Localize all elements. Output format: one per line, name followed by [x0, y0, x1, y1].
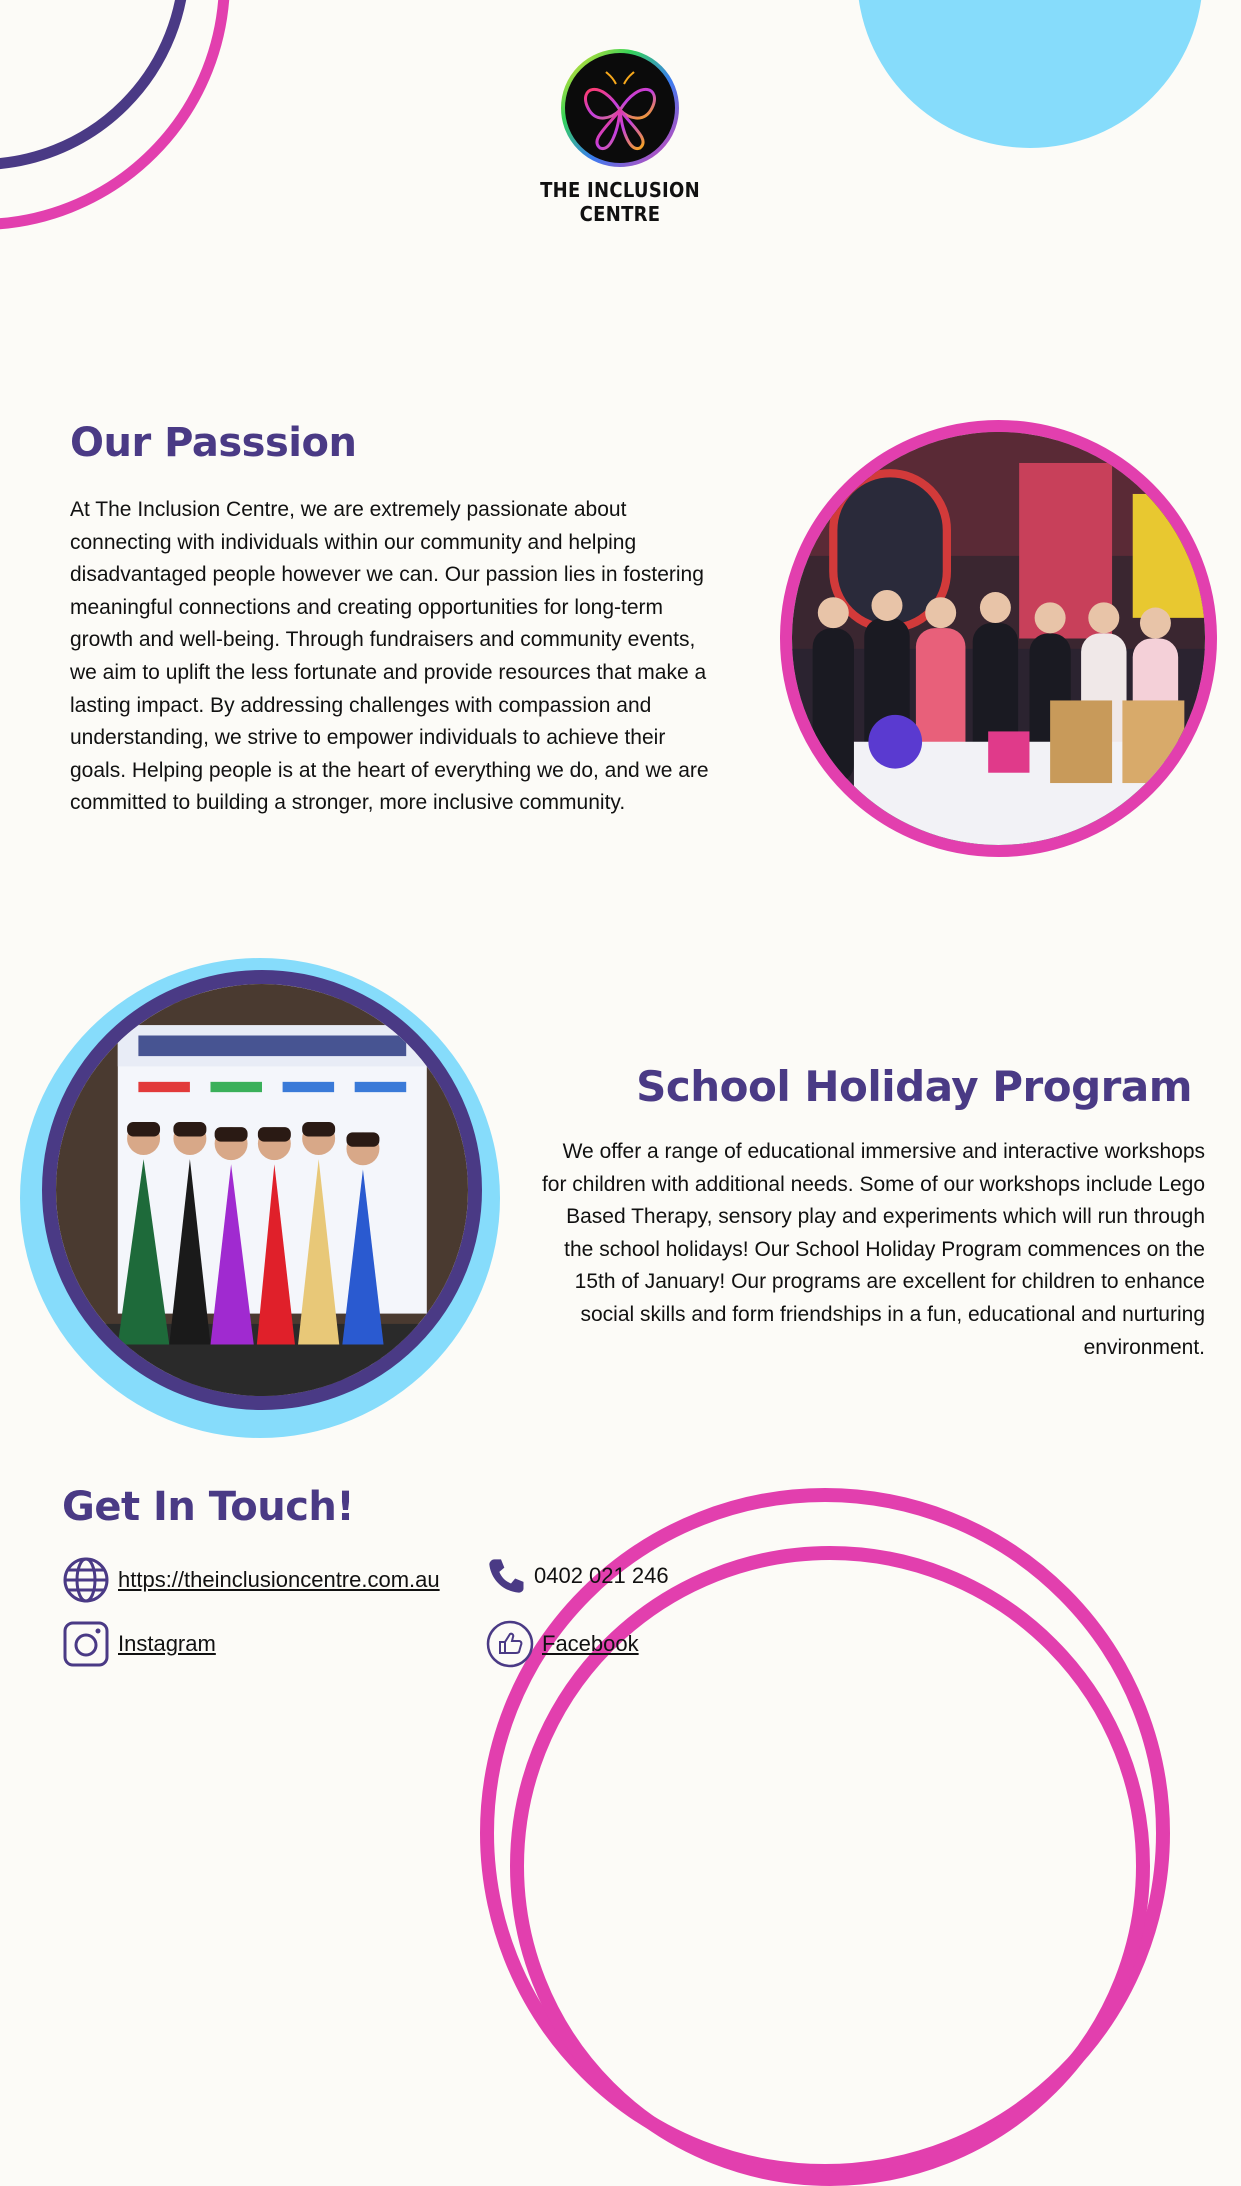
decor-arc-pink-top-left: [0, 0, 230, 230]
passion-body: At The Inclusion Centre, we are extremely passionate about connecting with individuals within our community and helping disadvantaged people however we can. Our passion lies in fostering meaningful connections and creating opportunities for long-term growth and well-being. Through fundraisers and community events, we aim to uplift the less fortunate and provide resources that make a lasting impact. By addressing challenges with compassion and understanding, we strive to empower individuals to achieve their goals. Helping people is at the heart of everything we do, and we are committed to building a stronger, more inclusive community.: [70, 498, 709, 815]
phone-icon: [486, 1556, 526, 1596]
passion-title: Our Passsion: [70, 420, 357, 466]
instagram-icon: [62, 1620, 110, 1668]
website-link[interactable]: https://theinclusioncentre.com.au: [118, 1567, 440, 1592]
contact-phone: [486, 1556, 669, 1596]
holiday-body: We offer a range of educational immersive and interactive workshops for children with additional needs. Some of our workshops include Lego Based Therapy, sensory play and experiments which will run through the school holidays! Our School Holiday Program commences on the 15th of January! Our programs are excellent for children to enhance social skills and form friendships in a fun, educational and nurturing environment.: [541, 1140, 1205, 1359]
thumbs-up-icon: [486, 1620, 534, 1668]
contact-facebook: [486, 1620, 639, 1668]
globe-icon: [62, 1556, 110, 1604]
passion-photo: [780, 420, 1217, 857]
contact-website: [62, 1556, 440, 1604]
brand-logo-block: [520, 48, 720, 226]
holiday-title: School Holiday Program: [636, 1062, 1192, 1111]
facebook-link[interactable]: Facebook: [542, 1631, 639, 1656]
brand-name: THE INCLUSION CENTRE: [540, 178, 700, 226]
instagram-link[interactable]: Instagram: [118, 1631, 216, 1656]
phone-number: 0402 021 246: [534, 1563, 669, 1588]
decor-circle-blue-top-right: [857, 0, 1203, 148]
contact-title: Get In Touch!: [62, 1484, 355, 1530]
decor-arc-purple-top-left: [0, 0, 190, 170]
holiday-photo: [42, 970, 482, 1410]
contact-instagram: [62, 1620, 216, 1668]
butterfly-logo-icon: [560, 48, 680, 168]
